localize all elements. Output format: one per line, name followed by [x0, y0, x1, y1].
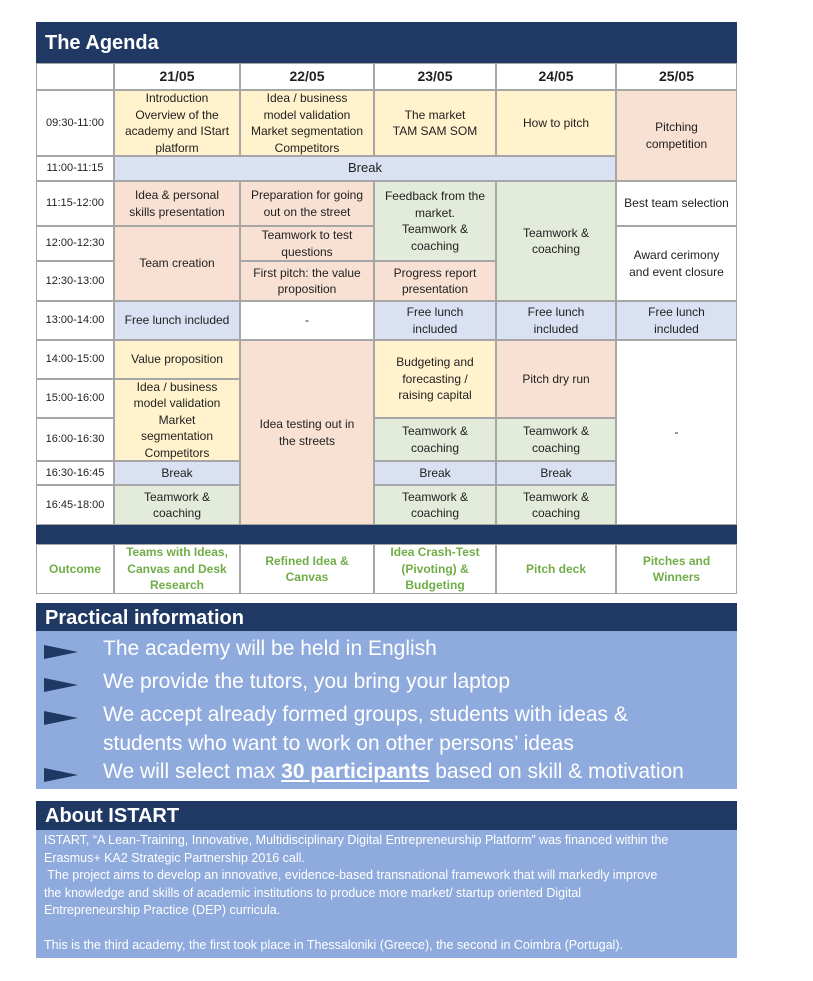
outcome-text-line: Pitch deck — [525, 561, 587, 576]
table-separator-bar — [36, 525, 737, 544]
cell-text-line: Free lunch — [648, 305, 705, 319]
cell-text-line: The market — [404, 107, 466, 122]
cell-text-line: included — [654, 321, 699, 336]
about-paragraph-line — [44, 920, 729, 938]
break-cell — [114, 156, 616, 181]
cell-text-line: Overview of the — [135, 107, 219, 122]
outcome-cell — [374, 544, 496, 594]
cell-text-line: Competitors — [274, 140, 340, 155]
session-cell — [374, 181, 496, 261]
session-cell — [240, 181, 374, 226]
about-paragraph-line: ISTART, “A Lean-Training, Innovative, Multidisciplinary Digital Entrepreneurship Platform” was financed within the — [44, 833, 669, 847]
cell-text-line: Teamwork & — [401, 489, 469, 504]
cell-text-line: coaching — [410, 440, 460, 455]
outcome-text-line: (Pivoting) & — [401, 561, 469, 576]
cell-text-line: TAM SAM SOM — [392, 124, 478, 138]
session-cell — [616, 226, 737, 301]
arrow-bullet-icon — [44, 711, 78, 725]
cell-text-line: Break — [161, 465, 193, 480]
practical-item — [36, 635, 737, 665]
session-cell — [114, 226, 240, 301]
cell-text-line: Market — [158, 412, 196, 427]
cell-text-line: academy and IStart — [124, 124, 230, 138]
cell-text-line: raising capital — [398, 388, 472, 403]
arrow-bullet-icon — [44, 678, 78, 692]
cell-text-line: coaching — [152, 506, 202, 520]
outcome-text-line: Canvas and Desk — [127, 561, 227, 576]
session-cell — [240, 261, 374, 301]
lunch-cell — [240, 301, 374, 340]
practical-item-text: We provide the tutors, you bring your laptop — [103, 670, 511, 693]
session-cell — [374, 418, 496, 461]
cell-text-line: Break — [348, 160, 382, 176]
time-slot: 12:00-12:30 — [36, 226, 114, 261]
cell-text-line: skills presentation — [129, 204, 225, 219]
cell-text-line: coaching — [531, 242, 581, 256]
day-header: 23/05 — [374, 63, 496, 90]
practical-item-before: We will select max — [103, 760, 282, 783]
session-cell — [114, 340, 240, 379]
session-cell — [616, 90, 737, 181]
practical-info-list — [36, 631, 737, 789]
cell-text-line: Feedback from the — [384, 189, 486, 203]
cell-text-line: forecasting / — [402, 371, 468, 386]
cell-text-line: Best team selection — [624, 196, 729, 211]
cell-text-line: the streets — [278, 433, 335, 448]
cell-text-line: presentation — [401, 282, 469, 296]
agenda-title: The Agenda — [45, 32, 159, 54]
session-cell — [496, 181, 616, 301]
about-text — [36, 830, 737, 958]
outcome-text-line: Pitches and — [642, 553, 711, 568]
cell-text-line: coaching — [531, 506, 581, 520]
cell-text-line: competition — [645, 136, 708, 151]
cell-text-line: Competitors — [144, 445, 210, 460]
cell-text-line: coaching — [410, 238, 460, 253]
session-cell — [496, 340, 616, 418]
practical-item-text: The academy will be held in English — [103, 637, 437, 660]
cell-text-line: Preparation for going — [250, 188, 364, 202]
practical-item-text: We accept already formed groups, students with ideas & — [103, 703, 628, 726]
cell-text-line: Team creation — [139, 256, 215, 271]
lunch-cell — [374, 301, 496, 340]
lunch-cell — [616, 301, 737, 340]
session-cell — [374, 90, 496, 156]
time-slot: 16:30-16:45 — [36, 461, 114, 485]
time-slot: 13:00-14:00 — [36, 301, 114, 340]
cell-text-line: How to pitch — [522, 115, 590, 130]
cell-text-line: Progress report — [393, 265, 477, 280]
cell-text-line: Free lunch — [406, 305, 464, 319]
session-cell — [616, 340, 737, 525]
cell-text-line: market. — [414, 205, 455, 220]
cell-text-line: segmentation — [140, 429, 214, 444]
about-paragraph-line: The project aims to develop an innovative, evidence-based transnational framework that will markedly improve — [44, 868, 658, 882]
lunch-cell — [496, 301, 616, 340]
agenda-header — [36, 22, 737, 63]
cell-text-line: Market segmentation — [250, 124, 364, 138]
cell-text-line: model validation — [133, 396, 221, 411]
practical-item-after: based on skill & motivation — [429, 760, 684, 783]
session-cell — [114, 181, 240, 226]
practical-item-text — [103, 758, 684, 786]
cell-text-line: out on the street — [263, 204, 351, 219]
arrow-bullet-icon — [44, 768, 78, 782]
session-cell — [496, 485, 616, 525]
session-cell — [616, 181, 737, 226]
cell-text-line: Teamwork & — [522, 225, 590, 240]
cell-text-line: First pitch: the value — [253, 265, 361, 280]
break-cell — [496, 461, 616, 485]
about-header — [36, 801, 737, 830]
cell-text-line: included — [412, 321, 458, 336]
outcome-text-line: Canvas — [285, 570, 329, 584]
practical-item-text: students who want to work on other persons’ ideas — [103, 732, 574, 755]
about-title: About ISTART — [45, 805, 180, 827]
cell-text-line: Pitch dry run — [522, 371, 590, 386]
session-cell — [374, 485, 496, 525]
arrow-bullet-icon — [44, 645, 78, 659]
outcome-label: Outcome — [36, 544, 114, 594]
session-cell — [374, 340, 496, 418]
time-slot: 12:30-13:00 — [36, 261, 114, 301]
break-cell — [114, 461, 240, 485]
cell-text-line: platform — [155, 140, 199, 155]
day-header: 21/05 — [114, 63, 240, 90]
outcome-text-line: Idea Crash-Test — [390, 545, 480, 560]
outcome-text-line: Teams with Ideas, — [126, 545, 228, 560]
practical-item — [36, 668, 737, 698]
session-cell — [496, 90, 616, 156]
cell-text-line: coaching — [531, 440, 581, 455]
time-slot: 11:00-11:15 — [36, 156, 114, 181]
cell-text-line: Teamwork & — [401, 222, 469, 236]
cell-text-line: Idea / business — [136, 379, 218, 394]
day-header: 24/05 — [496, 63, 616, 90]
about-paragraph-line: Entrepreneurship Practice (DEP) curricula. — [44, 903, 281, 917]
outcome-text-line: Winners — [652, 570, 701, 584]
cell-text-line: Idea / business — [266, 91, 348, 105]
time-slot: 11:15-12:00 — [36, 181, 114, 226]
participants-count: 30 participants — [281, 760, 430, 783]
cell-text-line: questions — [281, 244, 333, 259]
cell-text-line: Pitching — [655, 120, 698, 134]
outcome-cell — [616, 544, 737, 594]
outcome-cell — [240, 544, 374, 594]
cell-text-line: included — [533, 321, 579, 336]
about-paragraph-line: This is the third academy, the first took place in Thessaloniki (Greece), the second in Coimbra (Portugal). — [44, 938, 623, 952]
session-cell — [374, 261, 496, 301]
cell-text-line: coaching — [410, 506, 460, 520]
session-cell — [240, 340, 374, 525]
outcome-cell — [114, 544, 240, 594]
about-paragraph-line: Erasmus+ KA2 Strategic Partnership 2016 call. — [44, 850, 305, 865]
cell-text-line: Teamwork & — [401, 424, 469, 438]
cell-text-line: - — [305, 313, 309, 328]
cell-text-line: Teamwork & — [143, 489, 211, 504]
cell-text-line: Teamwork to test — [261, 228, 353, 242]
cell-text-line: Break — [419, 465, 451, 480]
practical-item — [36, 758, 737, 788]
cell-text-line: Teamwork & — [522, 489, 590, 504]
outcome-text-line: Budgeting — [405, 578, 465, 593]
cell-text-line: Value proposition — [131, 352, 223, 367]
cell-text-line: Award cerimony — [633, 248, 720, 262]
session-cell — [114, 379, 240, 461]
lunch-cell — [114, 301, 240, 340]
session-cell — [240, 90, 374, 156]
cell-text-line: Idea testing out in — [259, 417, 355, 431]
outcome-text-line: Research — [149, 578, 205, 593]
cell-text-line: and event closure — [629, 264, 724, 279]
practical-title: Practical information — [45, 607, 244, 629]
cell-text-line: proposition — [277, 282, 337, 296]
practical-header — [36, 603, 737, 631]
day-header: 25/05 — [616, 63, 737, 90]
time-slot: 16:00-16:30 — [36, 418, 114, 461]
cell-text-line: Break — [540, 465, 572, 480]
practical-item — [36, 701, 737, 759]
cell-text-line: Idea & personal — [134, 188, 220, 202]
session-cell — [114, 90, 240, 156]
break-cell — [374, 461, 496, 485]
cell-text-line: Budgeting and — [396, 355, 474, 370]
cell-text-line: Free lunch included — [124, 313, 230, 328]
session-cell — [240, 226, 374, 261]
cell-text-line: model validation — [263, 107, 351, 122]
session-cell — [114, 485, 240, 525]
cell-text-line: Free lunch — [527, 305, 585, 319]
cell-text-line: Introduction — [145, 91, 209, 105]
time-slot: 09:30-11:00 — [36, 90, 114, 156]
about-paragraph-line: the knowledge and skills of academic institutions to produce more market/ startup oriented Digital — [44, 885, 582, 900]
time-slot: 14:00-15:00 — [36, 340, 114, 379]
cell-text-line: Teamwork & — [522, 424, 590, 438]
outcome-text-line: Refined Idea & — [265, 553, 349, 568]
cell-text-line: - — [674, 425, 679, 440]
day-header: 22/05 — [240, 63, 374, 90]
table-corner — [36, 63, 114, 90]
time-slot: 16:45-18:00 — [36, 485, 114, 525]
time-slot: 15:00-16:00 — [36, 379, 114, 418]
session-cell — [496, 418, 616, 461]
outcome-cell — [496, 544, 616, 594]
